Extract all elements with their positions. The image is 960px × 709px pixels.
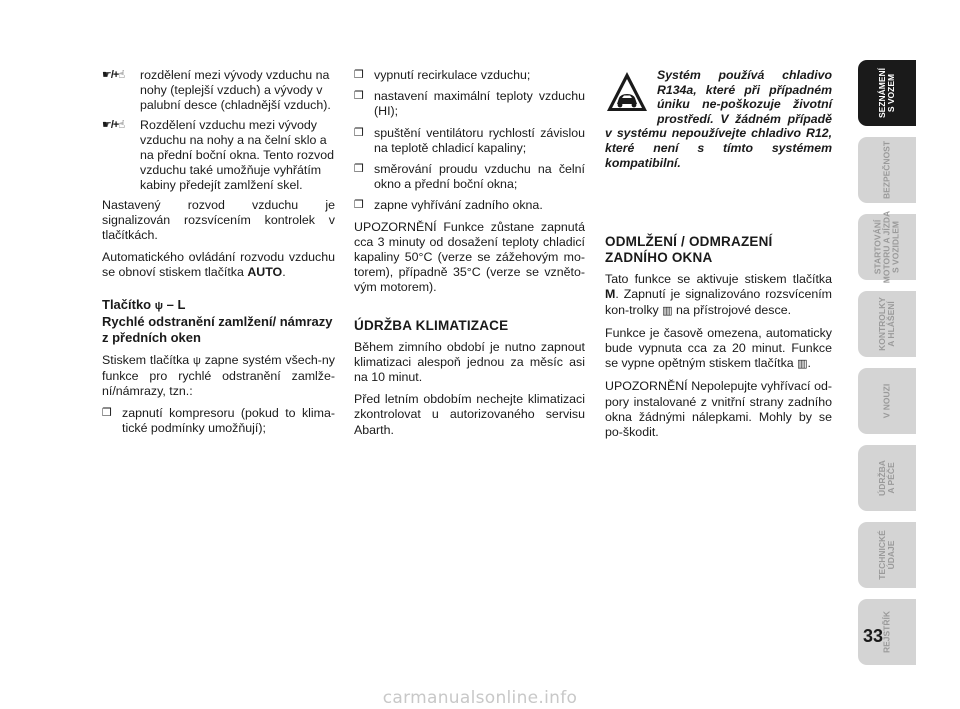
paragraph: Před letním obdobím nechejte klimatizaci zkontrolovat u autorizovaného servisu Abarth. <box>354 392 585 437</box>
paragraph: Automatického ovládání rozvodu vzduchu se obnoví stiskem tlačítka AUTO. <box>102 250 335 280</box>
chapter-tabs <box>858 60 916 676</box>
item-text: rozdělení mezi vývody vzduchu na nohy (teplejší vzduch) a vývody v palubní desce (chladnější vzduch). <box>140 68 331 113</box>
paragraph: Během zimního období je nutno zapnout klimatizaci alespoň jednou za měsíc asi na 10 minut. <box>354 339 585 385</box>
checkbox-bullet-icon: ❒ <box>354 90 364 103</box>
item-text: Rozdělení vzduchu mezi vývody vzduchu na nohy a na čelní sklo a na přední boční okna. Tento rozvod vzduchu také umožňuje vyhřátím kabiny předejít zamlžení skel. <box>140 117 335 193</box>
list-item: ❒ vypnutí recirkulace vzduchu; <box>354 68 531 82</box>
auto-label: AUTO <box>247 265 283 280</box>
max-defrost-icon: ψ <box>193 354 201 367</box>
list-item: ❒ spuštění ventilátoru rychlostí závislou na teplotě chladicí kapaliny; <box>354 125 585 155</box>
tab-kontrolky[interactable]: KONTROLKY A HLÁŠENÍ <box>858 291 916 357</box>
checkbox-bullet-icon: ❒ <box>354 199 364 212</box>
tab-seznameni-s-vozem[interactable]: SEZNÁMENÍ S VOZEM <box>858 60 916 126</box>
air-distribution-item-1 <box>102 68 335 114</box>
left-column <box>102 68 335 443</box>
page-number: 33 <box>862 626 884 646</box>
feet-dash-vents-icon: ☛/+☝ <box>102 69 125 81</box>
watermark: carmanualsonline.info <box>382 688 578 708</box>
middle-column <box>354 68 585 445</box>
section-title: ÚDRŽBA KLIMATIZACE <box>354 317 509 333</box>
subheading: Tlačítko ψ – L Rychlé odstranění zamlžení/ námrazy z předních oken <box>102 296 333 345</box>
warning-triangle-icon <box>605 70 649 114</box>
paragraph: UPOZORNĚNÍ Nepolepujte vyhřívací od-pory instalované z vnitřní strany zadního okna žádnými nálepkami. Mohly by se po-škodit. <box>605 379 832 439</box>
list-item: ❒ zapnutí kompresoru (pokud to klima-tické podmínky umožňují); <box>102 406 335 436</box>
paragraph: Stiskem tlačítka ψ zapne systém všech-ny funkce pro rychlé odstranění zamlže-ní/námrazy, tzn.: <box>102 352 335 399</box>
checkbox-bullet-icon: ❒ <box>354 69 364 81</box>
tab-startovani[interactable]: STARTOVÁNÍ MOTORU A JÍZDA S VOZIDLEM <box>858 214 916 280</box>
list-item: ❒ zapne vyhřívání zadního okna. <box>354 198 543 213</box>
tab-bezpecnost[interactable]: BEZPEČNOST <box>858 137 916 203</box>
tab-technicke-udaje[interactable]: TECHNICKÉ ÚDAJE <box>858 522 916 588</box>
right-column <box>605 68 832 447</box>
rear-window-heater-icon: ▥ <box>662 304 673 317</box>
paragraph: Tato funkce se aktivuje stiskem tlačítka M. Zapnutí je signalizováno rozsvícením kon-trolky ▥ na přístrojové desce. <box>605 272 832 317</box>
max-defrost-icon: ψ <box>154 299 164 312</box>
air-distribution-item-2 <box>102 118 335 194</box>
feet-windscreen-vents-icon: ☛/+☝ <box>102 118 125 131</box>
tab-udrzba[interactable]: ÚDRŽBA A PÉČE <box>858 445 916 511</box>
list-item: ❒ směrování proudu vzduchu na čelní okno a přední boční okna; <box>354 162 585 192</box>
section-title: ODMLŽENÍ / ODMRAZENÍ ZADNÍHO OKNA <box>605 234 773 266</box>
paragraph: Funkce je časově omezena, automaticky bude vypnuta cca za 20 minut. Funkce se vypne opětným stiskem tlačítka ▥. <box>605 325 832 371</box>
checkbox-bullet-icon: ❒ <box>354 126 364 139</box>
checkbox-bullet-icon: ❒ <box>354 163 364 176</box>
tab-rejstrik[interactable]: REJSTŘÍK <box>858 599 916 665</box>
tab-v-nouzi[interactable]: V NOUZI <box>858 368 916 434</box>
paragraph: Nastavený rozvod vzduchu je signalizován rozsvícením kontrolek v tlačítkách. <box>102 197 335 243</box>
environment-warning: Systém používá chladivo R134a, které při případném úniku ne-poškozuje životní prostředí. V žádném případě v systému nepoužívejte chladivo R12, které není s tímto systémem kompatibilní. <box>605 68 832 170</box>
list-item: ❒ nastavení maximální teploty vzduchu (HI); <box>354 89 585 119</box>
m-label: M <box>605 287 616 302</box>
rear-window-heater-icon: ▥ <box>797 358 808 371</box>
note: UPOZORNĚNÍ Funkce zůstane zapnutá cca 3 minuty od dosažení teploty chladicí kapaliny 50°C (verze se zážehovým mo-torem), případně 35°C (verze se vzněto-vým motorem). <box>354 219 585 295</box>
checkbox-bullet-icon: ❒ <box>102 407 112 420</box>
